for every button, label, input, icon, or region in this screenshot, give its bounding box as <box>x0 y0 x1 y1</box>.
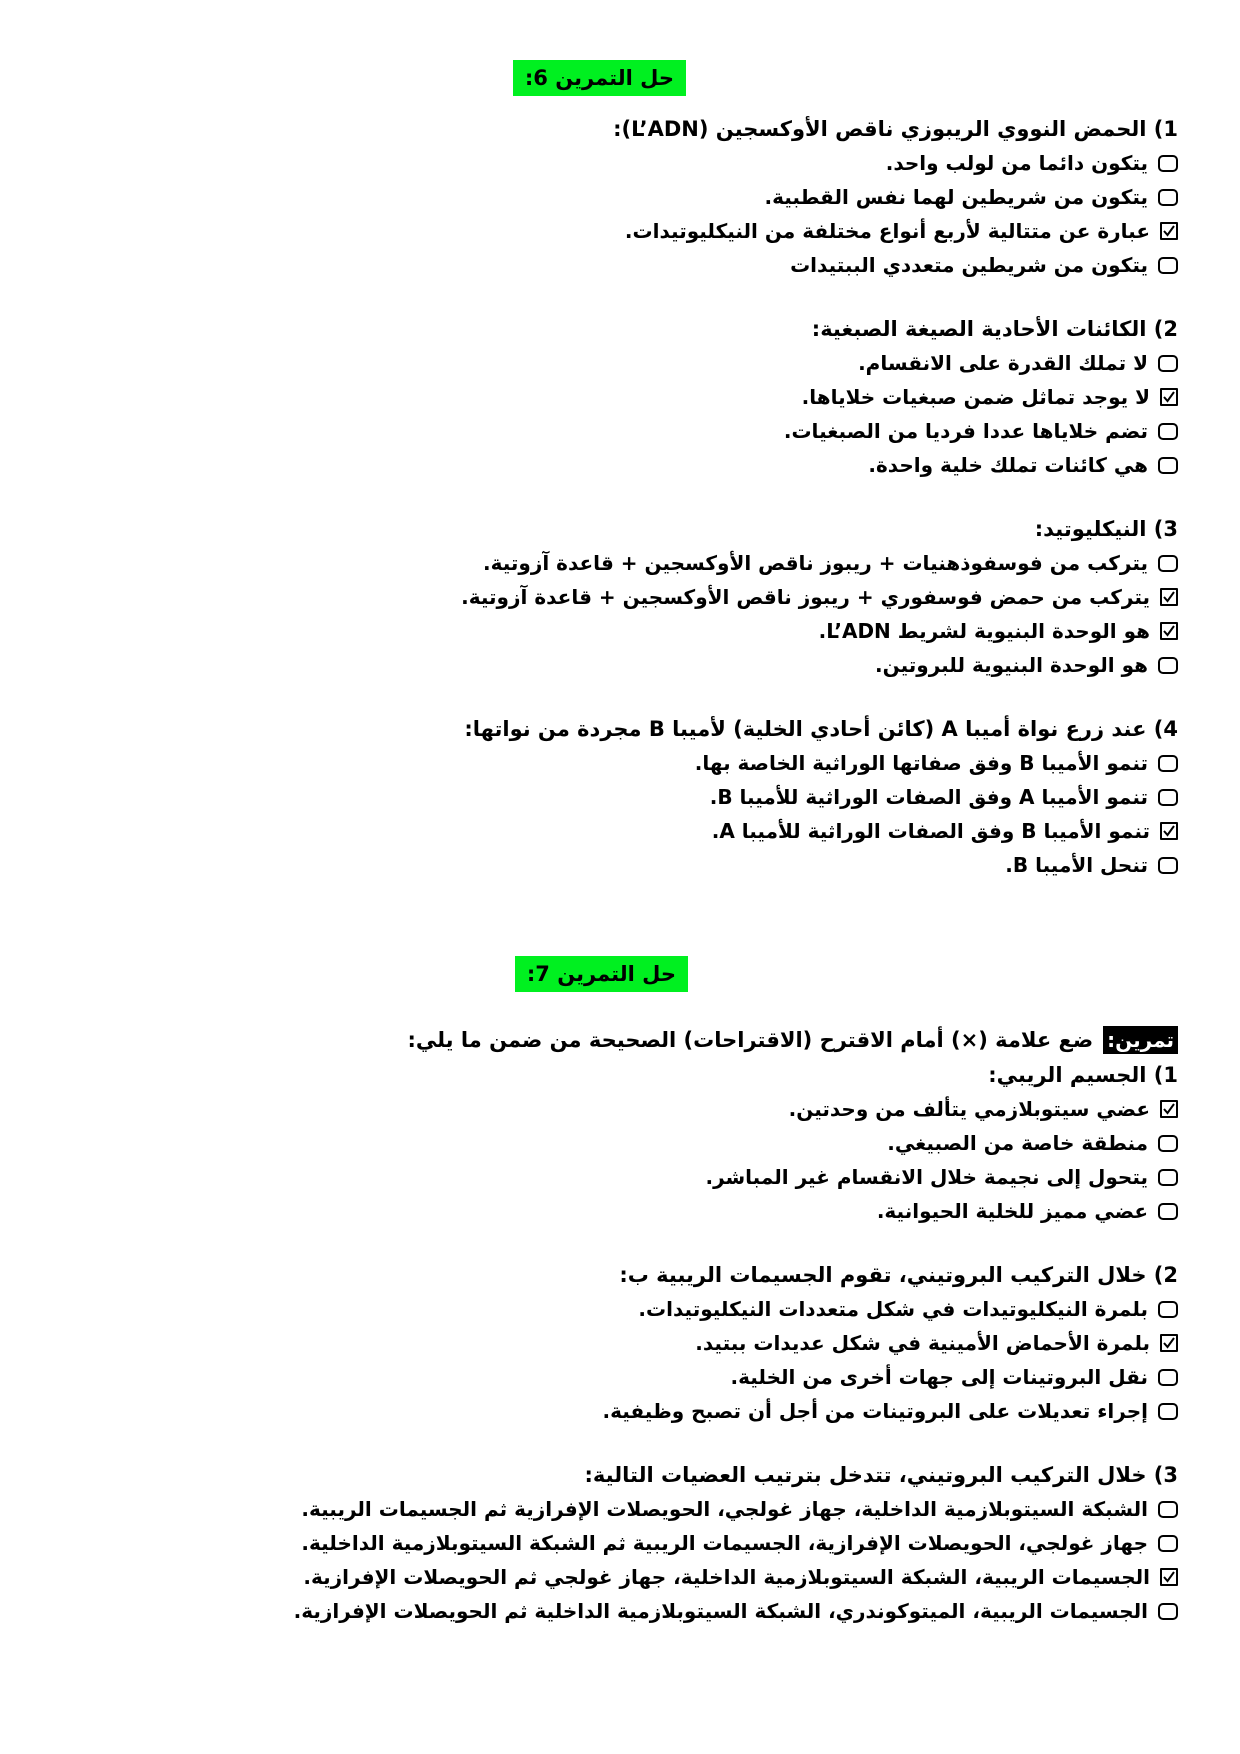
option-text: عضي مميز للخلية الحيوانية. <box>876 1199 1148 1223</box>
unchecked-checkbox[interactable] <box>1158 1135 1178 1152</box>
checked-checkbox[interactable] <box>1160 222 1178 240</box>
checked-checkbox[interactable] <box>1160 1100 1178 1118</box>
unchecked-checkbox[interactable] <box>1158 1501 1178 1518</box>
answer-option[interactable] <box>62 648 1178 682</box>
checkmark-icon <box>1162 1102 1176 1116</box>
answer-option[interactable] <box>62 614 1178 648</box>
answer-option[interactable] <box>62 1326 1178 1360</box>
option-text: تضم خلاياها عددا فرديا من الصبغيات. <box>783 419 1148 443</box>
unchecked-checkbox[interactable] <box>1158 355 1178 372</box>
unchecked-checkbox[interactable] <box>1158 789 1178 806</box>
option-text: تنمو الأميبا A وفق الصفات الوراثية للأميبا B. <box>709 785 1148 809</box>
option-text: تنمو الأميبا B وفق صفاتها الوراثية الخاصة بها. <box>694 751 1148 775</box>
answer-option[interactable] <box>62 1160 1178 1194</box>
instruction-text: ضع علامة (×) أمام الاقترح (الاقتراحات) الصحيحة من ضمن ما يلي: <box>407 1028 1094 1052</box>
option-text: جهاز غولجي، الحويصلات الإفرازية، الجسيمات الريبية ثم الشبكة السيتوبلازمية الداخلية. <box>301 1531 1148 1555</box>
answer-option[interactable] <box>62 1092 1178 1126</box>
question-stem: 1) الحمض النووي الريبوزي ناقص الأوكسجين (L’ADN): <box>613 117 1178 141</box>
question-stem: 2) الكائنات الأحادية الصيغة الصبغية: <box>811 317 1178 341</box>
answer-option[interactable] <box>62 414 1178 448</box>
question-block <box>62 712 1178 882</box>
answer-option[interactable] <box>62 380 1178 414</box>
exercise-7-questions <box>62 1058 1178 1628</box>
unchecked-checkbox[interactable] <box>1158 1603 1178 1620</box>
checked-checkbox[interactable] <box>1160 622 1178 640</box>
answer-option[interactable] <box>62 248 1178 282</box>
option-text: هي كائنات تملك خلية واحدة. <box>868 453 1148 477</box>
unchecked-checkbox[interactable] <box>1158 657 1178 674</box>
option-text: لا تملك القدرة على الانقسام. <box>858 351 1148 375</box>
answer-option[interactable] <box>62 1594 1178 1628</box>
unchecked-checkbox[interactable] <box>1158 555 1178 572</box>
answer-option[interactable] <box>62 146 1178 180</box>
answer-option[interactable] <box>62 814 1178 848</box>
answer-option[interactable] <box>62 1194 1178 1228</box>
question-block <box>62 1258 1178 1428</box>
question-stem: 4) عند زرع نواة أميبا A (كائن أحادي الخلية) لأميبا B مجردة من نواتها: <box>464 717 1178 741</box>
unchecked-checkbox[interactable] <box>1158 457 1178 474</box>
option-text: يتحول إلى نجيمة خلال الانقسام غير المباشر. <box>705 1165 1148 1189</box>
answer-option[interactable] <box>62 346 1178 380</box>
answer-option[interactable] <box>62 1394 1178 1428</box>
answer-option[interactable] <box>62 546 1178 580</box>
unchecked-checkbox[interactable] <box>1158 1169 1178 1186</box>
exercise-7-question-list <box>62 1058 1178 1628</box>
option-text: تنمو الأميبا B وفق الصفات الوراثية للأميبا A. <box>711 819 1150 843</box>
option-text: لا يوجد تماثل ضمن صبغيات خلاياها. <box>801 385 1150 409</box>
checkmark-icon <box>1162 224 1176 238</box>
checkmark-icon <box>1162 624 1176 638</box>
option-text: نقل البروتينات إلى جهات أخرى من الخلية. <box>730 1365 1148 1389</box>
unchecked-checkbox[interactable] <box>1158 1203 1178 1220</box>
answer-option[interactable] <box>62 1560 1178 1594</box>
option-text: تنحل الأميبا B. <box>1005 853 1148 877</box>
option-text: هو الوحدة البنيوية لشريط L’ADN. <box>818 619 1150 643</box>
option-text: إجراء تعديلات على البروتينات من أجل أن تصبح وظيفية. <box>602 1399 1148 1423</box>
question-block <box>62 312 1178 482</box>
answer-option[interactable] <box>62 848 1178 882</box>
unchecked-checkbox[interactable] <box>1158 1403 1178 1420</box>
option-text: منطقة خاصة من الصبيغي. <box>887 1131 1148 1155</box>
unchecked-checkbox[interactable] <box>1158 155 1178 172</box>
option-text: الشبكة السيتوبلازمية الداخلية، جهاز غولجي، الحويصلات الإفرازية ثم الجسيمات الريبية. <box>301 1497 1148 1521</box>
answer-option[interactable] <box>62 1360 1178 1394</box>
answer-option[interactable] <box>62 1292 1178 1326</box>
option-text: بلمرة الأحماض الأمينية في شكل عديدات ببتيد. <box>695 1331 1150 1355</box>
question-block <box>62 112 1178 282</box>
exercise-7-instruction <box>407 1023 1178 1057</box>
checked-checkbox[interactable] <box>1160 822 1178 840</box>
unchecked-checkbox[interactable] <box>1158 1301 1178 1318</box>
exercise-7-title: حل التمرين 7: <box>515 956 688 992</box>
question-block <box>62 512 1178 682</box>
answer-option[interactable] <box>62 746 1178 780</box>
checkmark-icon <box>1162 390 1176 404</box>
checkmark-icon <box>1162 1570 1176 1584</box>
instruction-label: تمرين: <box>1103 1026 1178 1054</box>
unchecked-checkbox[interactable] <box>1158 1369 1178 1386</box>
checkmark-icon <box>1162 1336 1176 1350</box>
checked-checkbox[interactable] <box>1160 1334 1178 1352</box>
answer-option[interactable] <box>62 1126 1178 1160</box>
answer-option[interactable] <box>62 580 1178 614</box>
exercise-6-title: حل التمرين 6: <box>513 60 686 96</box>
answer-option[interactable] <box>62 1526 1178 1560</box>
option-text: عضي سيتوبلازمي يتألف من وحدتين. <box>788 1097 1150 1121</box>
answer-option[interactable] <box>62 448 1178 482</box>
unchecked-checkbox[interactable] <box>1158 189 1178 206</box>
option-text: يتكون من شريطين لهما نفس القطبية. <box>764 185 1148 209</box>
checked-checkbox[interactable] <box>1160 388 1178 406</box>
question-stem: 3) النيكليوتيد: <box>1034 517 1178 541</box>
question-stem: 3) خلال التركيب البروتيني، تتدخل بترتيب العضيات التالية: <box>584 1463 1178 1487</box>
question-stem: 2) خلال التركيب البروتيني، تقوم الجسيمات الريبية ب: <box>619 1263 1178 1287</box>
option-text: الجسيمات الريبية، الميتوكوندري، الشبكة السيتوبلازمية الداخلية ثم الحويصلات الإفرازية. <box>293 1599 1148 1623</box>
answer-option[interactable] <box>62 214 1178 248</box>
option-text: هو الوحدة البنيوية للبروتين. <box>875 653 1148 677</box>
exercise-6-questions <box>62 112 1178 882</box>
option-text: بلمرة النيكليوتيدات في شكل متعددات النيكليوتيدات. <box>638 1297 1148 1321</box>
answer-option[interactable] <box>62 180 1178 214</box>
question-block <box>62 1458 1178 1628</box>
checked-checkbox[interactable] <box>1160 1568 1178 1586</box>
option-text: عبارة عن متتالية لأربع أنواع مختلفة من النيكليوتيدات. <box>624 219 1150 243</box>
checked-checkbox[interactable] <box>1160 588 1178 606</box>
unchecked-checkbox[interactable] <box>1158 1535 1178 1552</box>
option-text: يتكون دائما من لولب واحد. <box>885 151 1148 175</box>
answer-option[interactable] <box>62 1492 1178 1526</box>
unchecked-checkbox[interactable] <box>1158 755 1178 772</box>
answer-option[interactable] <box>62 780 1178 814</box>
option-text: يتركب من فوسفوذهنيات + ريبوز ناقص الأوكسجين + قاعدة آزوتية. <box>483 551 1148 575</box>
checkmark-icon <box>1162 824 1176 838</box>
option-text: يتركب من حمض فوسفوري + ريبوز ناقص الأوكسجين + قاعدة آزوتية. <box>461 585 1150 609</box>
question-block <box>62 1058 1178 1228</box>
unchecked-checkbox[interactable] <box>1158 257 1178 274</box>
question-stem: 1) الجسيم الريبي: <box>988 1063 1178 1087</box>
unchecked-checkbox[interactable] <box>1158 423 1178 440</box>
unchecked-checkbox[interactable] <box>1158 857 1178 874</box>
option-text: الجسيمات الريبية، الشبكة السيتوبلازمية الداخلية، جهاز غولجي ثم الحويصلات الإفرازية. <box>303 1565 1150 1589</box>
option-text: يتكون من شريطين متعددي الببتيدات <box>790 253 1148 277</box>
exercise-6-question-list <box>62 112 1178 882</box>
checkmark-icon <box>1162 590 1176 604</box>
